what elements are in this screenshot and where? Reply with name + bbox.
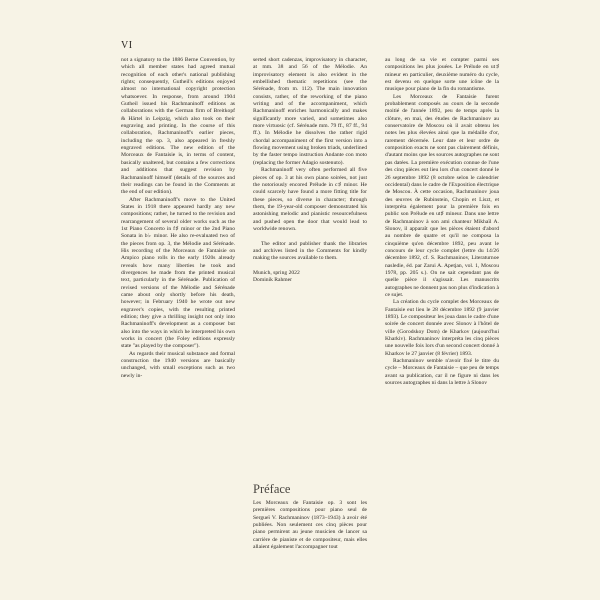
paragraph: au long de sa vie et compter parmi ses compositions les plus jouées. Le Prélude en ut♯ mineur en particulier, deuxième numéro du cycle, est devenu en quelque sorte une icône de la musique pour piano de la fin du romantisme. bbox=[385, 57, 499, 93]
paragraph: not a signatory to the 1886 Berne Convention, by which all member states had agreed mutual recognition of each other's national publishing rights; consequently, Gutheil's editions enjoyed almost no international copyright protection whatsoever. In response, from around 1904 Gutheil issued his Rachmaninoff editions as collaborations with the German firm of Breitkopf & Härtel in Leipzig, which also took on their engraving and printing. In the course of this collaboration, Rachmaninoff's earlier pieces, including the op. 3, also appeared in freshly engraved editions. The new edition of the Morceaux de Fantaisie is, in terms of content, basically unaltered, but contains a few corrections and additions that suggest revision by Rachmaninoff himself (details of the sources and their readings can be found in the Comments at the end of our edition). bbox=[121, 57, 235, 196]
french-column-middle bbox=[253, 500, 367, 551]
paragraph: After Rachmaninoff's move to the United States in 1918 there appeared hardly any new compositions; rather, he turned to the revision and rearrangement of several older works such as the 1st Piano Concerto in f♯ minor or the 2nd Piano Sonata in b♭ minor. He also re-evaluated two of the pieces from op. 3, the Mélodie and Sérénade. His recording of the Morceaux de Fantaisie on Ampico piano rolls in the early 1920s already reveals how many liberties he took and divergences he made from the printed musical text, particularly in the Sérénade. Publication of revised versions of the Mélodie and Sérénade came about only shortly before his death, however; in February 1940 he wrote out new engraver's copies, with the resulting printed edition; they give a thrilling insight not only into Rachmaninoff's development as a composer but also into the ways in which he interpreted his own works in concert (the Foley editions expressly state "as played by the composer"). bbox=[121, 196, 235, 350]
signoff-name: Dominik Rahmer bbox=[253, 277, 292, 284]
paragraph: Les Morceaux de Fantaisie furent probablement composés au cours de la seconde moitié de l'année 1892, peu de temps après la clôture, en mai, des études de Rachmaninov au conservatoire de Moscou où il avait obtenu les notes les plus élevées ainsi que la médaille d'or, rarement décernée. Leur date et leur ordre de composition exacts ne sont pas clairement définis, d'autant moins que les sources autographes ne sont pas datées. La première exécution connue de l'une des cinq pièces eut lieu lors d'un concert donné le 26 septembre 1892 (8 octobre selon le calendrier occidental) dans le cadre de l'Exposition électrique de Moscou. À cette occasion, Rachmaninov joua des œuvres de Rubinstein, Chopin et Liszt, et interpréta également pour la première fois en public son Prélude en ut♯ mineur. Dans une lettre de Rachmaninov à son ami chanteur Mikhaïl A. Slonov, il apparaît que les pièces étaient d'abord au nombre de quatre et qu'il ne composa la cinquième qu'en décembre 1892, peu avant le concours de leur cycle complet (lettre du 14/26 décembre 1892, cf. S. Rachmaninov, Literaturnoe nasledie, éd. par Zarui A. Apetjan, vol. 1, Moscou 1978, pp. 205 s.). On ne sait cependant pas de quelle pièce il s'agissait. Les manuscrits autographes ne donnent pas non plus d'indication à ce sujet. bbox=[385, 93, 499, 298]
section-heading: Préface bbox=[253, 482, 291, 496]
acknowledgement: The editor and publisher thank the libraries and archives listed in the Comments for kindly making the sources available to them. bbox=[253, 240, 367, 262]
page-number: VI bbox=[121, 40, 133, 51]
paragraph: Les Morceaux de Fantaisie op. 3 sont les premières compositions pour piano seul de Sergueï V. Rachmaninov (1873–1943) à avoir été publiées. Non seulement ces cinq pièces pour piano permirent au jeune musicien de lancer sa carrière de pianiste et de compositeur, mais elles allaient également l'accompagner tout bbox=[253, 500, 367, 551]
signoff bbox=[253, 270, 367, 285]
paragraph: serted short cadenzas, improvisatory in character, at mm. 38 and 56 of the Mélodie. An improvisatory element is also evident in the embellished thematic repetitions (see the Sérénade, from m. 112). The main innovation consists, rather, of the reworking of the piano writing and of the accompaniment, which Rachmaninoff enriches harmonically and makes significantly more varied, and sometimes also more virtuosic (cf. Sérénade mm. 79 ff., 87 ff., 94 ff.). In Mélodie he dissolves the rather rigid chordal accompaniment of the first version into a flowing movement using broken triads, underlined by the faster tempo instruction Andante con moto (replacing the former Adagio sostenuto). bbox=[253, 57, 367, 166]
paragraph: Rachmaninov semble n'avoir fixé le titre du cycle – Morceaux de Fantaisie – que peu de temps avant sa publication, car il ne figure ni dans les sources autographes ni dans la lettre à Slonov bbox=[385, 358, 499, 387]
paragraph: Rachmaninoff very often performed all five pieces of op. 3 at his own piano soirées, not just the notoriously encored Prélude in c♯ minor. He could scarcely have found a more fitting title for these pieces, so diverse in character; through them, the 19-year-old composer demonstrated his astonishing melodic and pianistic resourcefulness and pushed open the door that would lead to worldwide renown. bbox=[253, 167, 367, 232]
english-column-middle bbox=[253, 57, 367, 285]
french-column-right bbox=[385, 57, 499, 387]
signoff-place-date: Munich, spring 2022 bbox=[253, 269, 300, 276]
paragraph: La création du cycle complet des Morceaux de Fantaisie eut lieu le 28 décembre 1892 (9 janvier 1893). Le compositeur les joua dans le cadre d'une soirée de concert donnée avec Slonov à l'hôtel de ville (Gorodskoy Dom) de Kharkov (aujourd'hui Kharkiv). Rachmaninov interpréta les cinq pièces une nouvelle fois lors d'un second concert donné à Kharkov le 27 janvier (8 février) 1893. bbox=[385, 299, 499, 357]
english-column-left bbox=[121, 57, 235, 380]
paragraph: As regards their musical substance and formal construction the 1940 versions are basically unchanged, with small exceptions such as two newly in- bbox=[121, 350, 235, 379]
